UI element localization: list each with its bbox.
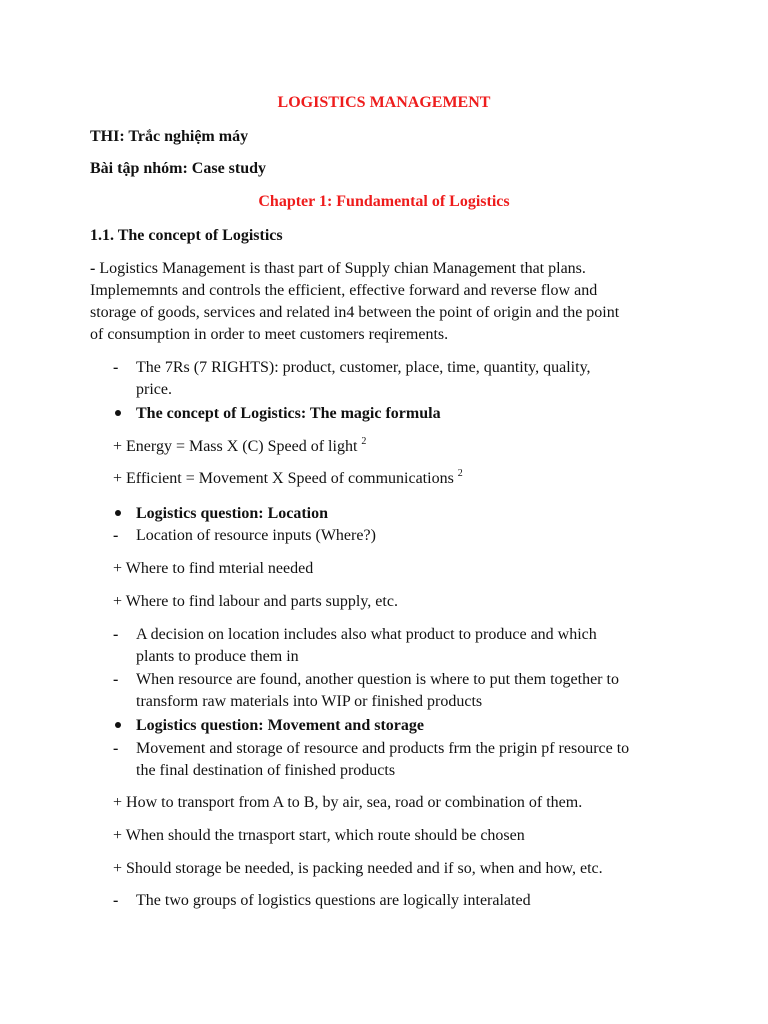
bullet-icon (115, 722, 121, 728)
decision-line-1: A decision on location includes also what product to produce and which (136, 626, 597, 643)
movement-heading: Logistics question: Movement and storage (136, 717, 424, 734)
energy-formula (113, 436, 366, 458)
document-title: LOGISTICS MANAGEMENT (277, 94, 491, 111)
efficient-formula-text: + Efficient = Movement X Speed of communications (113, 470, 454, 487)
dash-marker: - (113, 892, 119, 909)
efficient-superscript: 2 (457, 468, 463, 479)
bullet-icon (115, 410, 121, 416)
dash-marker: - (113, 671, 119, 688)
decision-line-2: plants to produce them in (136, 648, 299, 665)
magic-formula-heading: The concept of Logistics: The magic formula (136, 405, 441, 422)
definition-line-4: of consumption in order to meet customers reqirements. (90, 326, 449, 343)
storage-needed-question: + Should storage be needed, is packing needed and if so, when and how, etc. (113, 860, 603, 877)
bullet-icon (115, 510, 121, 516)
rights-line-2: price. (136, 381, 172, 398)
movement-storage-line-2: the final destination of finished products (136, 762, 396, 779)
section-heading: 1.1. The concept of Logistics (90, 227, 283, 244)
find-material: + Where to find mterial needed (113, 560, 314, 577)
resource-found-line-2: transform raw materials into WIP or finished products (136, 693, 483, 710)
definition-dash: - (90, 260, 96, 277)
group-line: Bài tập nhóm: Case study (90, 160, 267, 177)
definition-text-1: Logistics Management is thast part of Supply chian Management that plans. (99, 260, 586, 277)
dash-marker: - (113, 740, 119, 757)
location-inputs: Location of resource inputs (Where?) (136, 527, 376, 544)
resource-found-line-1: When resource are found, another question is where to put them together to (136, 671, 619, 688)
location-heading: Logistics question: Location (136, 505, 329, 522)
energy-formula-text: + Energy = Mass X (C) Speed of light (113, 438, 358, 455)
dash-marker: - (113, 359, 119, 376)
definition-line-3: storage of goods, services and related in4 between the point of origin and the point (90, 304, 620, 321)
definition-line-2: Implememnts and controls the efficient, effective forward and reverse flow and (90, 282, 598, 299)
movement-storage-line-1: Movement and storage of resource and products frm the prigin pf resource to (136, 740, 630, 757)
dash-marker: - (113, 626, 119, 643)
efficient-formula (113, 468, 463, 490)
exam-line: THI: Trắc nghiệm máy (90, 128, 249, 145)
dash-marker: - (113, 527, 119, 544)
definition-line-1 (90, 258, 586, 280)
transport-start-question: + When should the trnasport start, which route should be chosen (113, 827, 525, 844)
interrelated-line: The two groups of logistics questions are logically interalated (136, 892, 531, 909)
rights-line-1: The 7Rs (7 RIGHTS): product, customer, place, time, quantity, quality, (136, 359, 591, 376)
find-labour: + Where to find labour and parts supply, etc. (113, 593, 398, 610)
chapter-title: Chapter 1: Fundamental of Logistics (258, 193, 510, 210)
transport-question: + How to transport from A to B, by air, sea, road or combination of them. (113, 794, 583, 811)
energy-superscript: 2 (361, 436, 367, 447)
